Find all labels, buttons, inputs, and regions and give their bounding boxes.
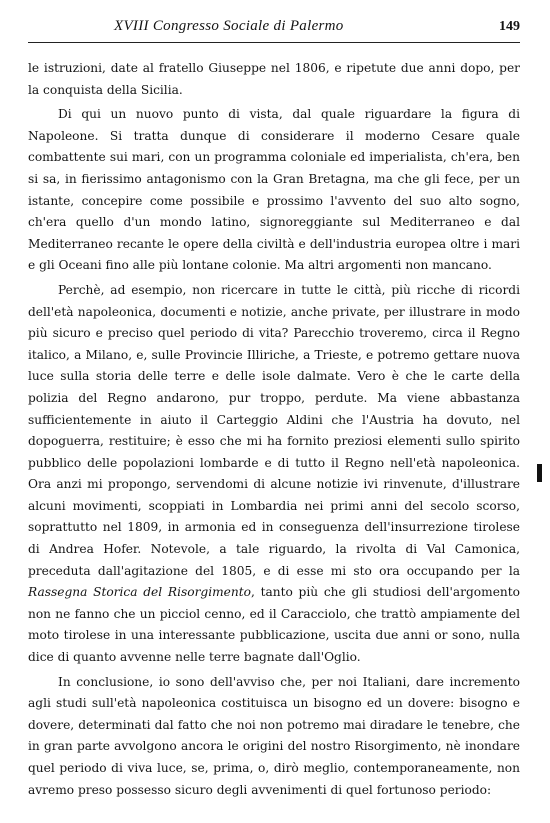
journal-title: Rassegna Storica del Risorgimento: [28, 585, 251, 600]
running-title: XVIII Congresso Sociale di Palermo: [114, 18, 344, 34]
paragraph-continued: le istruzioni, date al fratello Giuseppe nel 1806, e ripetute due anni dopo, per la conquista della Sicilia.: [28, 61, 520, 97]
margin-mark: [537, 464, 542, 482]
paragraph: In conclusione, io sono dell'avviso che, per noi Italiani, dare incremento agli studi sull'età napoleonica costituisca un bisogno ed un dovere: bisogno e dovere, determinati dal fatto che noi non potremo mai diradare le tenebre, che in gran parte avvolgono ancora le origini del nostro Risorgimento, nè inondare quel periodo di viva luce, se, prima, o, dirò meglio, contemporaneamente, non avremo preso possesso sicuro degli avvenimenti di quel fortunoso periodo:: [28, 674, 520, 797]
paragraph-text: , tanto più che gli studiosi dell'argomento non ne fanno che un picciol cenno, ed il Caracciolo, che trattò ampiamente del moto tirolese in una interessante pubblicazione, uscita due anni or sono, nulla dice di quanto avvenne nelle terre bagnate dall'Oglio.: [28, 585, 520, 665]
running-header: [28, 18, 520, 43]
paragraph: [28, 280, 520, 669]
paragraph-text: Perchè, ad esempio, non ricercare in tutte le città, più ricche di ricordi dell'età napoleonica, documenti e notizie, anche private, per illustrare in modo più sicuro e preciso quel periodo di vita? Parecchio troveremo, circa il Regno italico, a Milano, e, sulle Provincie Illiriche, a Trieste, e potremo gettare nuova luce sulla storia delle terre e delle isole dalmate. Vero è che le carte della polizia del Regno andarono, pur troppo, perdute. Ma viene abbastanza sufficientemente in aiuto il Carteggio Aldini che l'Austria ha dovuto, nel dopoguerra, restituire; è esso che mi ha fornito preziosi elementi sullo spirito pubblico delle popolazioni lombarde e di tutto il Regno nell'età napoleonica. Ora anzi mi propongo, servendomi di alcune notizie ivi rinvenute, d'illustrare alcuni movimenti, scoppiati in Lombardia nei primi anni del secolo scorso, soprattutto nel 1809, in armonia ed in conseguenza dell'insurrezione tirolese di Andrea Hofer. Notevole, a tale riguardo, la rivolta di Val Camonica, preceduta dall'agitazione del 1805, e di esse mi sto ora occupando per la: [28, 282, 520, 578]
page-number: 149: [499, 19, 520, 34]
body-text: [28, 58, 520, 801]
paragraph: Di qui un nuovo punto di vista, dal quale riguardare la figura di Napoleone. Si tratta dunque di considerare il moderno Cesare quale combattente sui mari, con un programma coloniale ed imperialista, ch'era, ben si sa, in fierissimo antagonismo con la Gran Bretagna, ma che gli fece, per un istante, concepire come possibile e prossimo l'avvento del suo alto sogno, ch'era quello d'un mondo latino, signoreggiante sul Mediterraneo e dal Mediterraneo recante le opere della civiltà e dell'industria europea oltre i mari e gli Oceani fino alle più lontane colonie. Ma altri argomenti non mancano.: [28, 107, 520, 273]
